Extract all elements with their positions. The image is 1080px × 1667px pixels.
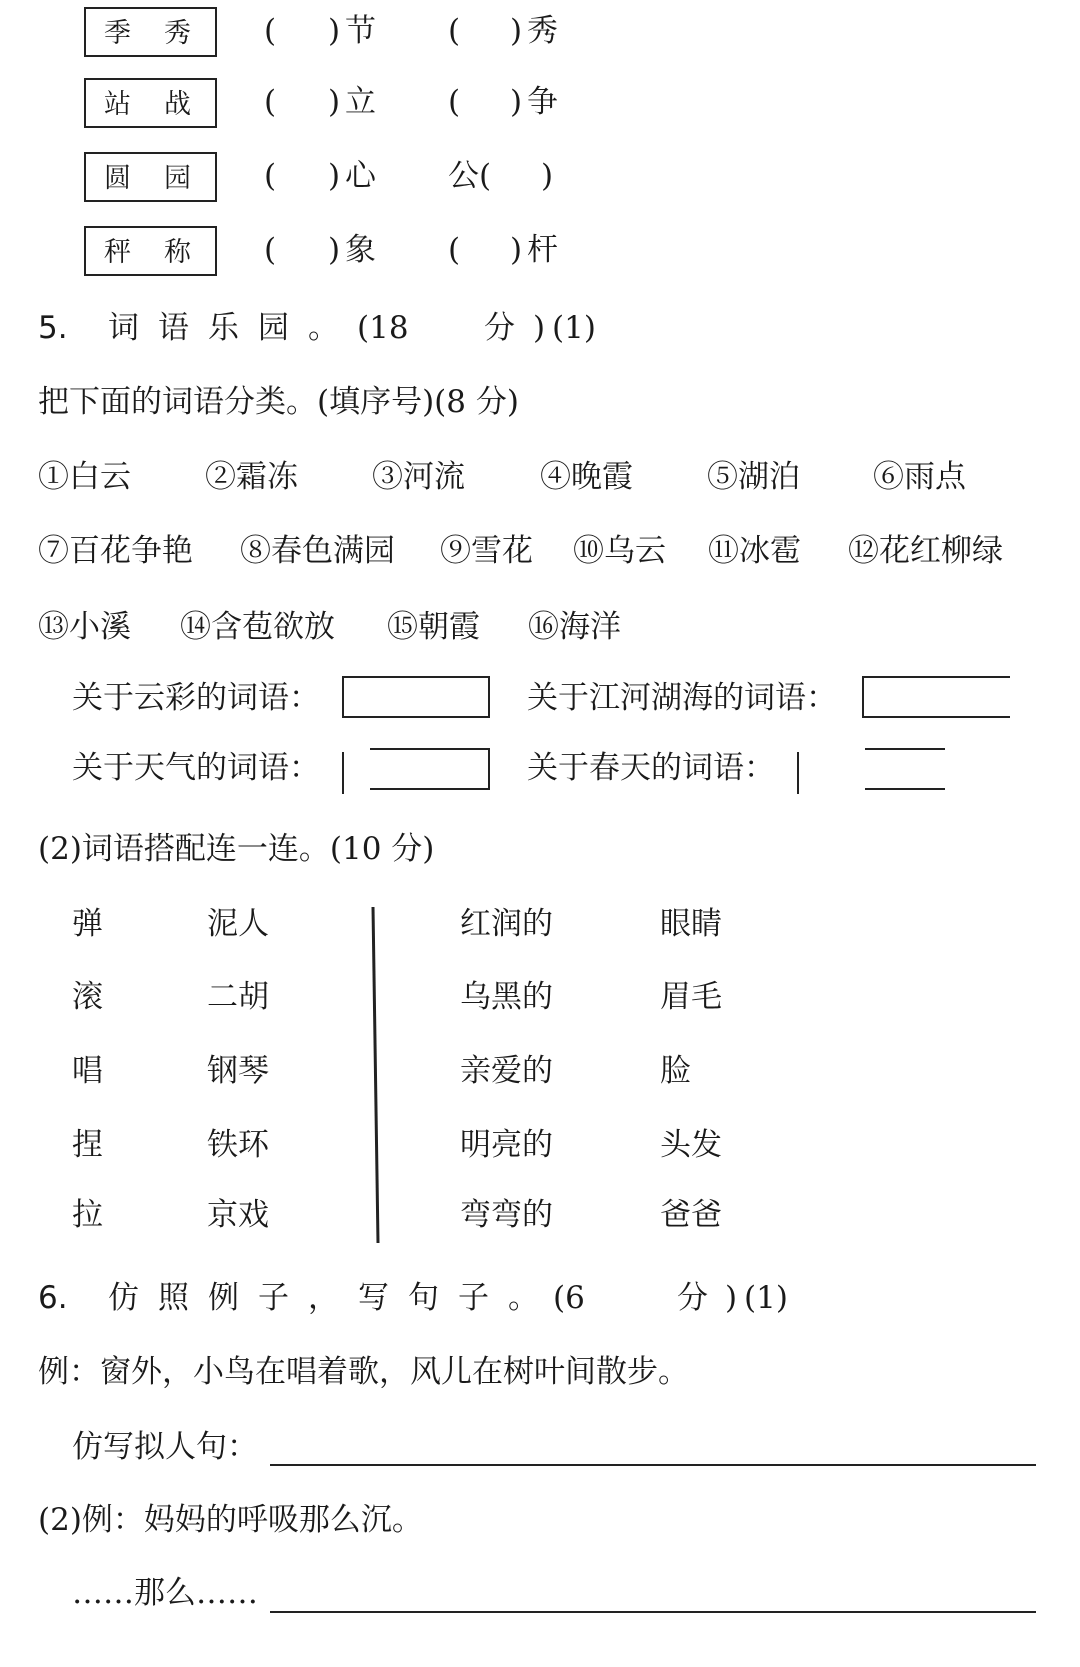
blank-paren[interactable]: ( (264, 158, 277, 194)
word-item: ⑭含苞欲放 (180, 609, 335, 645)
match-item[interactable]: 泥人 (207, 906, 269, 942)
blank-suffix: 秀 (527, 13, 558, 49)
title-char: 乐 (208, 310, 239, 346)
blank-suffix: 立 (345, 84, 376, 120)
blank-paren[interactable]: ( (479, 158, 492, 194)
question-number: 5. (38, 310, 68, 346)
match-item[interactable]: 捏 (72, 1127, 103, 1163)
blank-paren: ) (510, 84, 523, 120)
word-item: ④晚霞 (540, 459, 633, 495)
match-item[interactable]: 亲爱的 (460, 1053, 553, 1089)
blank-paren[interactable]: ( (448, 13, 461, 49)
word-item: ⑬小溪 (38, 609, 131, 645)
question-number: 6. (38, 1280, 68, 1316)
title-char: 写 (358, 1280, 389, 1316)
title-char: 子 (458, 1280, 489, 1316)
match-item[interactable]: 钢琴 (207, 1053, 269, 1089)
category-label-weather: 关于天气的词语： (72, 750, 320, 786)
word-item: ⑩乌云 (573, 533, 666, 569)
example-1: 例：窗外，小鸟在唱着歌，风儿在树叶间散步。 (38, 1354, 689, 1390)
match-item[interactable]: 拉 (72, 1197, 103, 1233)
title-char: ， (308, 1280, 339, 1316)
match-item[interactable]: 弹 (72, 906, 103, 942)
char: 站 (104, 89, 131, 120)
blank-suffix: 心 (345, 158, 376, 194)
title-char: 照 (158, 1280, 189, 1316)
char: 圆 (104, 163, 131, 194)
blank-paren: ) (328, 13, 341, 49)
word-item: ⑯海洋 (528, 609, 621, 645)
category-label-clouds: 关于云彩的词语： (72, 680, 320, 716)
match-item[interactable]: 爸爸 (660, 1197, 722, 1233)
match-item[interactable]: 眼睛 (660, 906, 722, 942)
prompt-personification: 仿写拟人句： (72, 1429, 258, 1465)
word-item: ①白云 (38, 459, 131, 495)
char: 称 (164, 237, 191, 268)
blank-suffix: 节 (345, 13, 376, 49)
part2-instruction: (2)词语搭配连一连。(10 分) (38, 831, 435, 867)
part1-instruction: 把下面的词语分类。(填序号)(8 分) (38, 384, 519, 420)
blank-paren[interactable]: ( (448, 84, 461, 120)
title-char: ) (725, 1280, 738, 1316)
title-char: 仿 (108, 1280, 139, 1316)
char: 季 (104, 18, 131, 49)
match-item[interactable]: 明亮的 (460, 1127, 553, 1163)
match-item[interactable]: 乌黑的 (460, 979, 553, 1015)
blank-paren: ) (328, 84, 341, 120)
title-score: (18 (357, 310, 409, 346)
blank-paren: ) (328, 232, 341, 268)
title-char: 分 (677, 1280, 708, 1316)
category-label-waters: 关于江河湖海的词语： (527, 680, 837, 716)
char: 战 (164, 89, 191, 120)
char-pair-box (84, 7, 217, 57)
char: 秀 (164, 18, 191, 49)
title-score: (6 (553, 1280, 585, 1316)
title-char: (1) (552, 310, 596, 346)
match-item[interactable]: 红润的 (460, 906, 553, 942)
match-item[interactable]: 铁环 (207, 1127, 269, 1163)
match-item[interactable]: 眉毛 (660, 979, 722, 1015)
title-char: 句 (408, 1280, 439, 1316)
blank-suffix: 杆 (527, 232, 558, 268)
char: 秤 (104, 237, 131, 268)
example-2: (2)例：妈妈的呼吸那么沉。 (38, 1502, 423, 1538)
title-char: 语 (158, 310, 189, 346)
answer-line-1[interactable] (270, 1464, 1036, 1466)
char: 园 (164, 163, 191, 194)
char-pair-box (84, 78, 217, 128)
word-item: ②霜冻 (205, 459, 298, 495)
word-item: ⑨雪花 (440, 533, 533, 569)
char-pair-box (84, 226, 217, 276)
category-label-spring: 关于春天的词语： (527, 750, 775, 786)
match-item[interactable]: 二胡 (207, 979, 269, 1015)
blank-paren: ) (510, 232, 523, 268)
prompt-namo: ……那么…… (72, 1575, 258, 1611)
blank-paren: ) (328, 158, 341, 194)
title-char: (1) (744, 1280, 788, 1316)
title-char: 分 (484, 310, 515, 346)
word-item: ③河流 (372, 459, 465, 495)
column-divider (370, 905, 382, 1245)
word-item: ⑥雨点 (873, 459, 966, 495)
title-char: 。 (308, 310, 339, 346)
match-item[interactable]: 京戏 (207, 1197, 269, 1233)
title-char: 例 (208, 1280, 239, 1316)
blank-paren[interactable]: ( (264, 232, 277, 268)
title-char: 词 (108, 310, 139, 346)
word-item: ⑮朝霞 (387, 609, 480, 645)
match-item[interactable]: 头发 (660, 1127, 722, 1163)
word-item: ⑤湖泊 (707, 459, 800, 495)
match-item[interactable]: 滚 (72, 979, 103, 1015)
match-item[interactable]: 脸 (660, 1053, 691, 1089)
title-char: 园 (258, 310, 289, 346)
word-item: ⑫花红柳绿 (848, 533, 1003, 569)
blank-suffix: 象 (345, 232, 376, 268)
char-pair-box (84, 152, 217, 202)
match-item[interactable]: 弯弯的 (460, 1197, 553, 1233)
match-item[interactable]: 唱 (72, 1053, 103, 1089)
blank-prefix: 公 (448, 158, 479, 194)
blank-paren: ) (510, 13, 523, 49)
title-char: 。 (508, 1280, 539, 1316)
title-char: ) (533, 310, 546, 346)
answer-line-2[interactable] (270, 1611, 1036, 1613)
blank-suffix: 争 (527, 84, 558, 120)
title-char: 子 (258, 1280, 289, 1316)
word-item: ⑦百花争艳 (38, 533, 193, 569)
blank-paren: ) (541, 158, 554, 194)
blank-paren[interactable]: ( (264, 84, 277, 120)
blank-paren[interactable]: ( (448, 232, 461, 268)
word-item: ⑪冰雹 (708, 533, 801, 569)
blank-paren[interactable]: ( (264, 13, 277, 49)
word-item: ⑧春色满园 (240, 533, 395, 569)
